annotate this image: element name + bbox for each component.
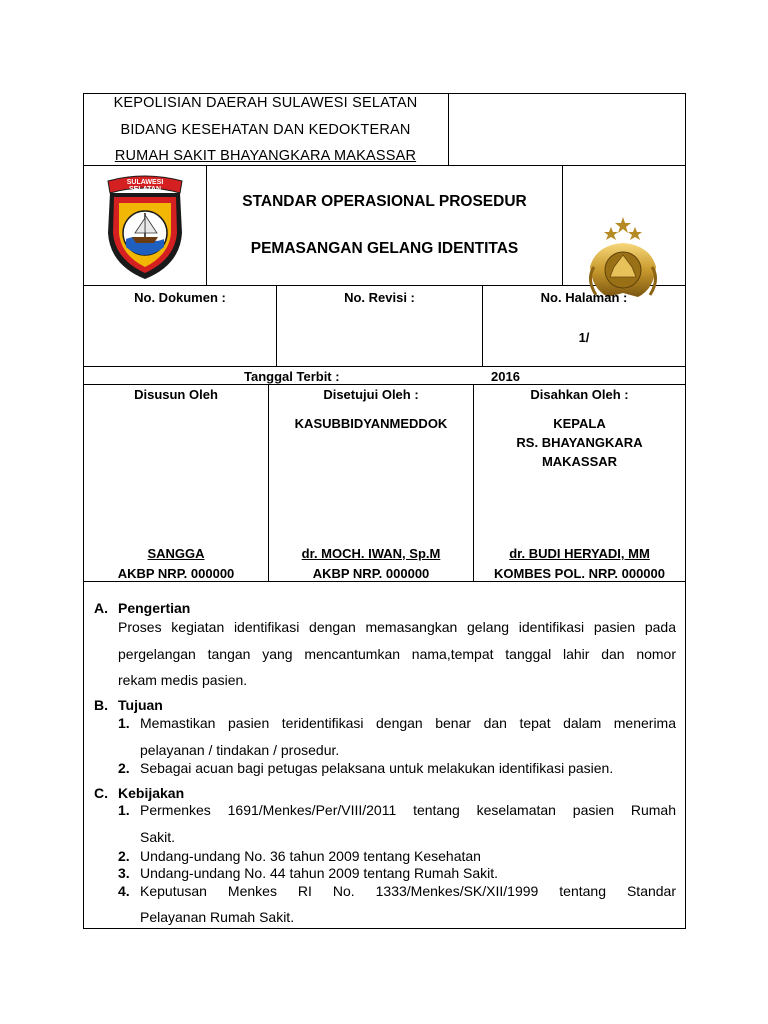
list-item-number: 4. [118, 883, 130, 899]
institution-line-3: RUMAH SAKIT BHAYANGKARA MAKASSAR [114, 148, 417, 164]
tanggal-terbit-value: 2016 [491, 369, 520, 384]
institution-line-1: KEPOLISIAN DAERAH SULAWESI SELATAN [113, 95, 418, 111]
logo-banner-text: SULAWESI SELATAN [126, 179, 164, 193]
disetujui-position: KASUBBIDYANMEDDOK [294, 416, 448, 431]
title-line-1: STANDAR OPERASIONAL PROSEDUR [242, 193, 527, 210]
disahkan-rank: KOMBES POL. NRP. 000000 [494, 566, 665, 581]
no-halaman-value: 1/ [578, 330, 590, 345]
section-a-heading: Pengertian [118, 600, 191, 616]
section-a-line-1: Proses kegiatan identifikasi dengan memasangkan gelang identifikasi pasien pada [118, 619, 676, 635]
no-halaman-label: No. Halaman : [540, 290, 628, 305]
list-item-number: 1. [118, 802, 130, 818]
list-item-text: Permenkes 1691/Menkes/Per/VIII/2011 tentang keselamatan pasien Rumah [140, 802, 676, 818]
no-dokumen-label: No. Dokumen : [134, 290, 226, 305]
section-a-line-3: rekam medis pasien. [118, 672, 248, 688]
disetujui-rank: AKBP NRP. 000000 [312, 566, 430, 581]
list-item-number: 3. [118, 865, 130, 881]
disusun-rank: AKBP NRP. 000000 [117, 566, 235, 581]
institution-line-2: BIDANG KESEHATAN DAN KEDOKTERAN [120, 122, 411, 138]
section-c-heading: Kebijakan [118, 785, 185, 801]
section-a-line-2: pergelangan tangan yang mencantumkan nama,tempat tanggal lahir dan nomor [118, 646, 676, 662]
list-item-text: Sebagai acuan bagi petugas pelaksana untuk melakukan identifikasi pasien. [140, 760, 614, 776]
list-item-number: 2. [118, 848, 130, 864]
list-item-number: 2. [118, 760, 130, 776]
disahkan-label: Disahkan Oleh : [530, 387, 629, 402]
disahkan-position-1: KEPALA [553, 416, 606, 431]
list-item-text-cont: pelayanan / tindakan / prosedur. [140, 742, 340, 758]
disetujui-name: dr. MOCH. IWAN, Sp.M [301, 546, 441, 561]
disusun-name: SANGGA [147, 546, 205, 561]
list-item-text-cont: Sakit. [140, 829, 176, 845]
tanggal-terbit-label: Tanggal Terbit : [244, 369, 340, 384]
list-item-text: Undang-undang No. 44 tahun 2009 tentang Rumah Sakit. [140, 865, 499, 881]
list-item-text: Keputusan Menkes RI No. 1333/Menkes/SK/XII/1999 tentang Standar [140, 883, 676, 899]
disusun-label: Disusun Oleh [134, 387, 218, 402]
list-item-text: Memastikan pasien teridentifikasi dengan benar dan tepat dalam menerima [140, 715, 676, 731]
list-item-text-cont: Pelayanan Rumah Sakit. [140, 909, 295, 925]
section-a-letter: A. [94, 600, 108, 616]
no-revisi-label: No. Revisi : [344, 290, 415, 305]
disetujui-label: Disetujui Oleh : [323, 387, 419, 402]
sulsel-police-logo [104, 173, 186, 281]
section-c-letter: C. [94, 785, 108, 801]
list-item-number: 1. [118, 715, 130, 731]
section-b-letter: B. [94, 697, 108, 713]
disahkan-name: dr. BUDI HERYADI, MM [509, 546, 650, 561]
disahkan-position-2: RS. BHAYANGKARA [516, 435, 643, 450]
list-item-text: Undang-undang No. 36 tahun 2009 tentang Kesehatan [140, 848, 481, 864]
disahkan-position-3: MAKASSAR [541, 454, 618, 469]
section-b-heading: Tujuan [118, 697, 163, 713]
title-line-2: PEMASANGAN GELANG IDENTITAS [250, 240, 519, 257]
